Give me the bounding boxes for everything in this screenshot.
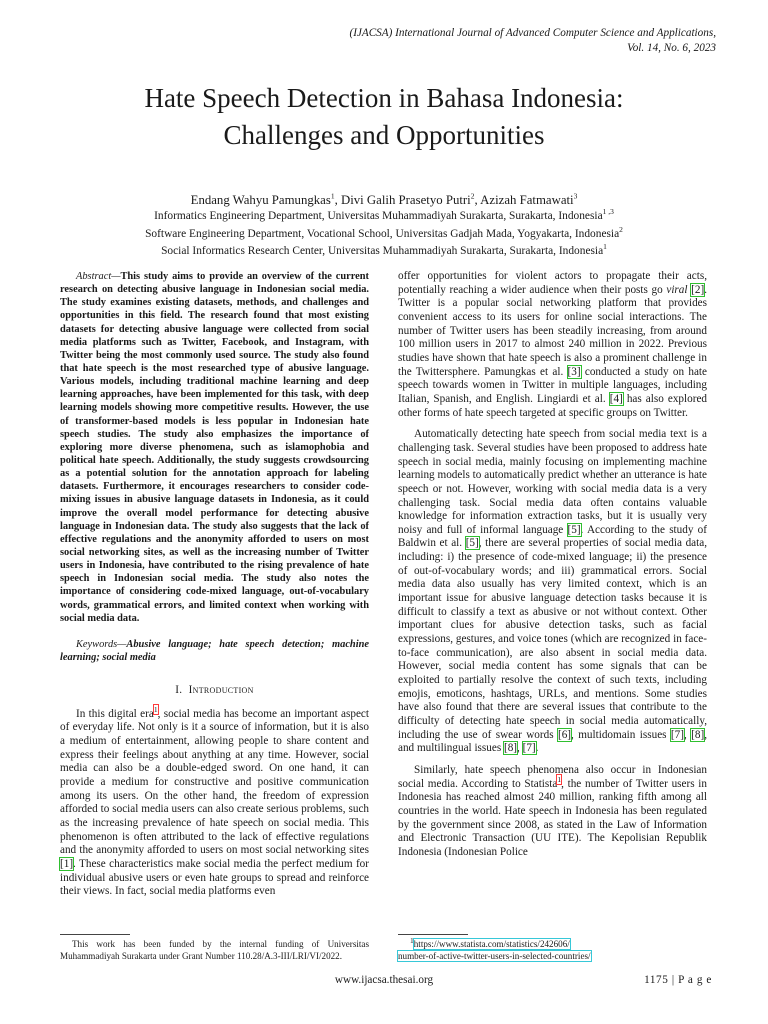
citation-link[interactable]: [6] bbox=[557, 728, 572, 741]
url-footnote-line bbox=[398, 950, 718, 962]
text-run: , bbox=[517, 742, 523, 755]
author-name: , Divi Galih Prasetyo Putri bbox=[334, 193, 471, 207]
text-run: . These characteristics make social media the perfect medium for individual abusive users or even hate groups to spread and reinforce their views. In fact, social media platforms even bbox=[60, 857, 369, 898]
title-line-1: Hate Speech Detection in Bahasa Indonesia: bbox=[144, 83, 624, 113]
text-run: In this digital era bbox=[76, 707, 154, 720]
citation-link[interactable]: [7] bbox=[522, 742, 536, 755]
text-run: . Twitter is a popular social networking platform that provides convenient access to its users for online social interactions. The number of Twitter users has been steadily increasing, from around 100 million users in 2017 to almost 240 million in 2022. Previous studies have shown that hate speech is also a prominent challenge in the Twittersphere. Pamungkas et al. bbox=[398, 283, 707, 378]
footnote-mark: 1 bbox=[410, 935, 414, 945]
text-run: , the number of Twitter users in Indonesia has reached almost 240 million, ranking fifth among all countries in the world. Hate speech in Indonesia has been regulated by the government since 2008, as stated in the Law of Information and Electronic Transaction (UU ITE). The Kepolisian Republik Indonesia (Indonesian Police bbox=[398, 777, 707, 858]
affiliation-text: Informatics Engineering Department, Universitas Muhammadiyah Surakarta, Surakarta, Indonesia bbox=[154, 210, 603, 222]
citation-link[interactable]: [4] bbox=[609, 392, 623, 405]
journal-volume: Vol. 14, No. 6, 2023 bbox=[627, 42, 716, 54]
title-line-2: Challenges and Opportunities bbox=[223, 120, 545, 150]
author-name: , Azizah Fatmawati bbox=[474, 193, 574, 207]
journal-name: (IJACSA) International Journal of Advanced Computer Science and Applications, bbox=[349, 27, 716, 39]
text-run: , bbox=[683, 728, 692, 741]
statista-link[interactable]: number-of-active-twitter-users-in-selected-countries/ bbox=[398, 951, 591, 961]
url-footnote-line bbox=[398, 935, 718, 950]
text-run: , and multilingual issues bbox=[398, 728, 707, 755]
text-run: , there are several properties of social media data, including: i) the presence of code-mixed language; ii) the presence of out-of-vocabulary words; and iii) grammatical errors. Social media data also usually has very limited context, which is an important issue for abusive language detection tasks because it is difficult to classify a text as abusive or not without context. Other important clues for abusive detection tasks, such as facial expressions, gestures, and voice tones (which are recognized in face-to-face communication), are also absent in social media data. However, social media content has some signals that can be exploited to partially resolve the context of such texts, including emojis, emoticons, hashtags, URLs, and mentions. Some studies have also found that there are several issues that contribute to the difficulty of detecting hate speech in social media automatically, including the use of swear words bbox=[398, 537, 708, 741]
section-number: I. bbox=[175, 684, 183, 697]
section-title: Introduction bbox=[188, 684, 254, 697]
keywords-body: Abusive language; hate speech detection; machine learning; social media bbox=[60, 638, 369, 663]
citation-link[interactable]: [3] bbox=[567, 365, 581, 378]
affiliation bbox=[0, 243, 768, 261]
funding-footnote: This work has been funded by the internal funding of Universitas Muhammadiyah Surakarta under Grant Number 110.28/A.3-III/LRI/VI/2022. bbox=[60, 939, 369, 961]
affiliation-list bbox=[0, 208, 768, 261]
citation-link[interactable]: [1] bbox=[60, 857, 74, 870]
text-run: , social media has become an important aspect of everyday life. Not only is it a source of information, but it is also a medium of entertainment, allowing people to share content and express their feelings about anything at any time. However, social media can also be a double-edged sword. On one hand, it can provide a medium for constructive and positive communication among its users. On the other hand, the freedom of expression afforded to social media users can also create serious problems, such as the increasing prevalence of hate speech on social media. This phenomenon is often attributed to the lack of effective regulations and the anonymity afforded to users on most social networking sites bbox=[60, 707, 370, 857]
citation-link[interactable]: [7] bbox=[670, 728, 684, 741]
abstract bbox=[60, 270, 369, 625]
citation-link[interactable]: [5] bbox=[465, 537, 479, 550]
author-list bbox=[0, 191, 768, 209]
abstract-body: This study aims to provide an overview of the current research on detecting abusive language in Indonesian social media. The study examines existing datasets, methods, and challenges and opportunities in this field. The research found that most existing datasets for detecting abusive language were collected from social media platforms such as Twitter, Facebook, and Instagram, with Twitter being the most commonly used source. The study also found that hate speech is the most researched type of abusive language. Various models, including traditional machine learning and deep learning approaches, have been implemented for this task, with deep learning models showing more competitive results. However, the use of transformer-based models is less popular in Indonesian hate speech studies. The study also emphasizes the importance of exploring more diverse phenomena, such as islamophobia and political hate speech. Additionally, the study suggests crowdsourcing as a potential solution for the annotation approach for labeling datasets. Furthermore, it encourages researchers to consider code-mixing issues in abusive language datasets in Indonesia, as it could improve the overall model performance for detecting abusive language in Indonesian data. The study also suggests that the lack of effective regulations and the anonymity afforded to users on most social networking sites, as well as the increasing number of Twitter users in Indonesia, have contributed to the rising prevalence of hate speech in Indonesian social media. The study also notes the importance of considering code-mixed language, out-of-vocabulary words, grammatical errors, and limited context when working with social media data. bbox=[60, 271, 369, 624]
section-heading-introduction bbox=[60, 684, 369, 698]
text-run: , multidomain issues bbox=[571, 728, 671, 741]
footnote-rule-left bbox=[60, 934, 130, 935]
citation-link[interactable]: [5] bbox=[567, 523, 581, 536]
footnote-link-1[interactable]: 1 bbox=[557, 774, 562, 784]
text-run: . bbox=[535, 742, 539, 755]
affiliation-mark: 1 bbox=[603, 242, 607, 252]
author-affil-mark: 1 bbox=[330, 191, 335, 201]
affiliation bbox=[0, 226, 768, 244]
text-run: conducted a study on hate speech towards women in Twitter in multiple languages, including Italian, Spanish, and English. Lingiardi et al. bbox=[398, 365, 707, 405]
paper-title bbox=[0, 80, 768, 154]
text-run: Similarly, hate speech phenomena also occur in Indonesian social media. According to Statista bbox=[398, 763, 707, 790]
author-name: Endang Wahyu Pamungkas bbox=[190, 193, 331, 207]
affiliation-text: Social Informatics Research Center, Universitas Muhammadiyah Surakarta, Surakarta, Indonesia bbox=[161, 245, 604, 257]
intro-paragraph-2 bbox=[398, 428, 707, 756]
text-run: has also explored other forms of hate speech targeted at specific groups on Twitter. bbox=[398, 392, 708, 419]
intro-paragraph-continued bbox=[398, 270, 707, 420]
footer-website: www.ijacsa.thesai.org bbox=[334, 974, 434, 986]
citation-link[interactable]: [2] bbox=[691, 283, 705, 296]
affiliation-mark: 1 ,3 bbox=[602, 207, 614, 217]
footnote-link-1[interactable]: 1 bbox=[153, 705, 158, 714]
left-column bbox=[60, 270, 369, 899]
intro-paragraph-3 bbox=[398, 764, 707, 860]
text-run: . According to the study of Baldwin et al. bbox=[398, 523, 707, 550]
author-affil-mark: 2 bbox=[470, 191, 475, 201]
author-affil-mark: 3 bbox=[573, 191, 578, 201]
emphasis: viral bbox=[666, 283, 688, 296]
abstract-label: Abstract— bbox=[76, 271, 121, 282]
keywords-label: Keywords— bbox=[76, 638, 127, 650]
footer-page-number: 1175 | P a g e bbox=[644, 974, 712, 986]
right-column bbox=[398, 270, 707, 860]
running-header bbox=[349, 26, 716, 56]
affiliation-text: Software Engineering Department, Vocational School, Universitas Gadjah Mada, Yogyakarta, Indonesia bbox=[145, 227, 620, 240]
citation-link[interactable]: [8] bbox=[691, 728, 705, 741]
footnote-rule-right bbox=[398, 934, 468, 935]
statista-link[interactable]: https://www.statista.com/statistics/242606/ bbox=[413, 939, 570, 949]
affiliation-mark: 2 bbox=[619, 224, 623, 234]
affiliation bbox=[0, 208, 768, 226]
text-run: Automatically detecting hate speech from social media text is a challenging task. Several studies have been proposed to address hate speech in social media, mainly focusing on implementing machine learning models to automatically predict whether an utterance is hate speech or not. However, working with social media data is a very challenging task. Social media data often contains valuable knowledge for information extraction tasks, but it is usually very noisy and full of informal language bbox=[398, 428, 707, 536]
intro-paragraph-1 bbox=[60, 705, 370, 899]
text-run: offer opportunities for violent actors to propagate their acts, potentially reaching a wider audience when their posts go bbox=[398, 270, 707, 296]
citation-link[interactable]: [8] bbox=[503, 742, 518, 755]
url-footnote bbox=[398, 935, 718, 962]
keywords bbox=[60, 638, 369, 664]
